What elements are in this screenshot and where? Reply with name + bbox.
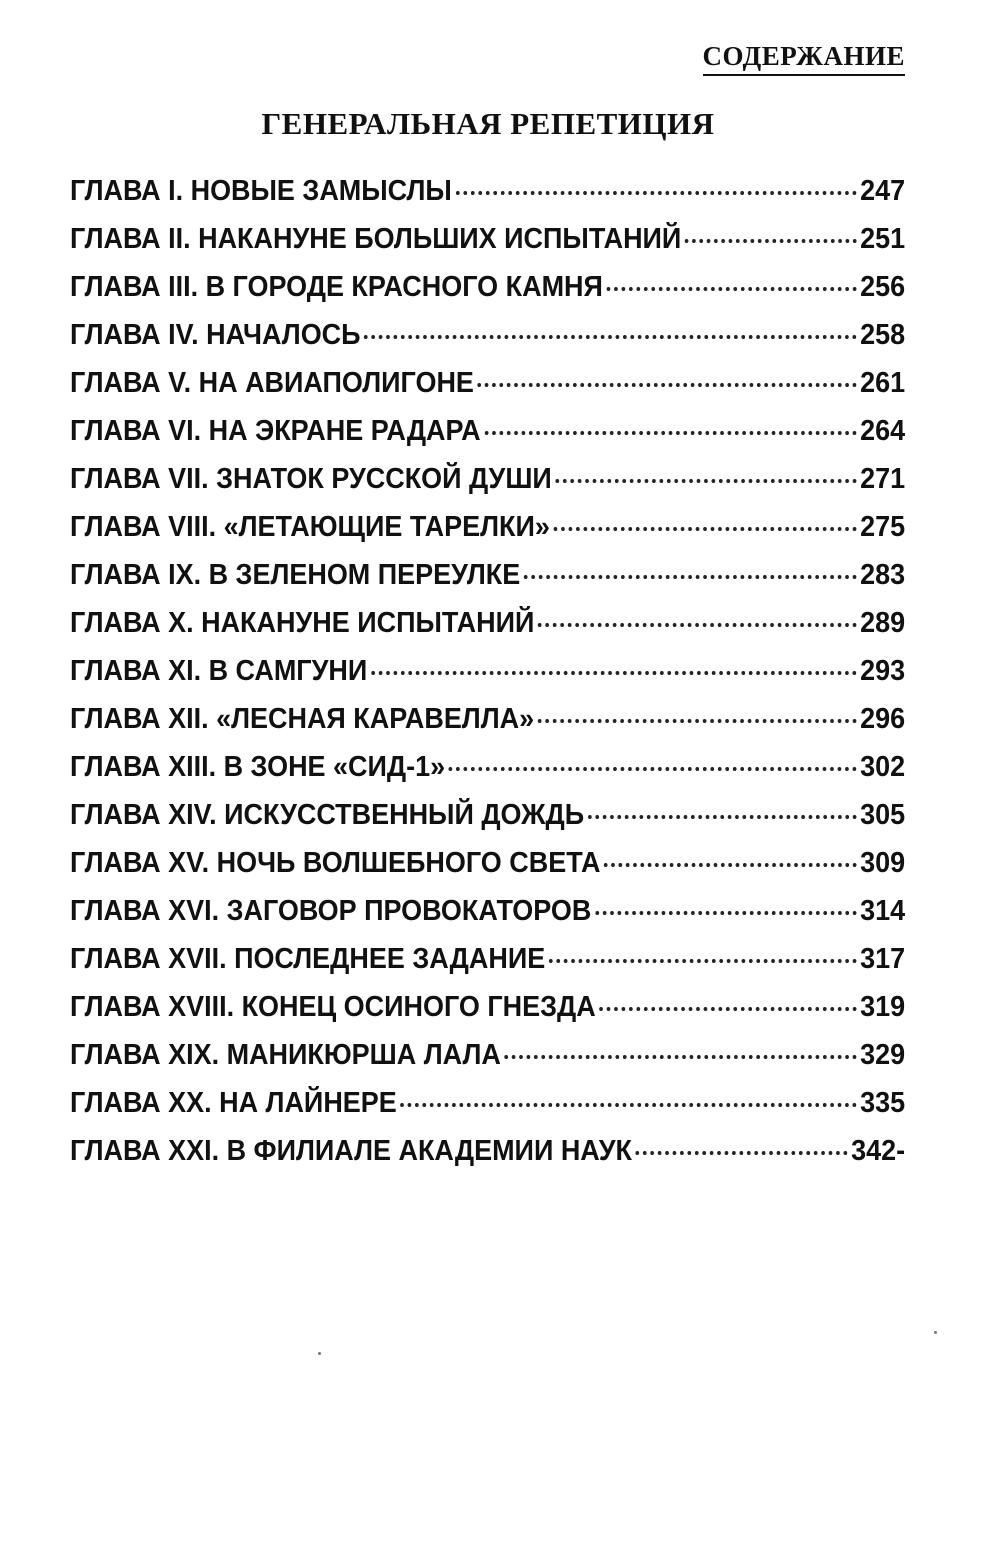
toc-entry: [70, 743, 905, 791]
toc-entry: [70, 1127, 905, 1175]
dot-leader: [478, 383, 857, 387]
running-head: СОДЕРЖАНИЕ: [703, 40, 906, 76]
toc-entry-title: ГЛАВА XVII. ПОСЛЕДНЕЕ ЗАДАНИЕ: [70, 943, 546, 975]
dot-leader: [364, 335, 856, 339]
toc-entry-title: ГЛАВА X. НАКАНУНЕ ИСПЫТАНИЙ: [70, 607, 535, 639]
toc-entry: [70, 1031, 905, 1079]
toc-entry: [70, 791, 905, 839]
toc-entry-page-number: 264: [860, 415, 906, 447]
toc-entry-page-number: 293: [860, 655, 906, 687]
dot-leader: [556, 479, 857, 483]
dot-leader: [538, 719, 857, 723]
dot-leader: [449, 767, 857, 771]
dot-leader: [636, 1151, 848, 1155]
dot-leader: [524, 575, 856, 579]
toc-entry: [70, 503, 905, 551]
toc-entry: [70, 887, 905, 935]
table-of-contents: [70, 167, 905, 1175]
dot-leader: [607, 287, 857, 291]
toc-entry: [70, 839, 905, 887]
toc-entry-page-number: 258: [860, 319, 906, 351]
toc-entry-page-number: 335: [860, 1087, 906, 1119]
toc-entry: [70, 215, 905, 263]
toc-entry: [70, 455, 905, 503]
toc-entry: [70, 935, 905, 983]
toc-entry-page-number: 314: [860, 895, 906, 927]
toc-entry-page-number: 317: [860, 943, 906, 975]
toc-entry-page-number: 305: [860, 799, 906, 831]
toc-entry-title: ГЛАВА XX. НА ЛАЙНЕРЕ: [70, 1087, 397, 1119]
toc-entry-title: ГЛАВА III. В ГОРОДЕ КРАСНОГО КАМНЯ: [70, 271, 603, 303]
dot-leader: [554, 527, 857, 531]
toc-entry-title: ГЛАВА VII. ЗНАТОК РУССКОЙ ДУШИ: [70, 463, 552, 495]
toc-entry: [70, 647, 905, 695]
toc-entry-page-number: 256: [860, 271, 906, 303]
toc-entry-title: ГЛАВА VI. НА ЭКРАНЕ РАДАРА: [70, 415, 481, 447]
toc-entry-title: ГЛАВА II. НАКАНУНЕ БОЛЬШИХ ИСПЫТАНИЙ: [70, 223, 682, 255]
toc-entry-title: ГЛАВА V. НА АВИАПОЛИГОНЕ: [70, 367, 474, 399]
toc-entry: [70, 1079, 905, 1127]
dot-leader: [685, 239, 856, 243]
toc-entry-page-number: 342-: [851, 1135, 906, 1167]
toc-entry-title: ГЛАВА XII. «ЛЕСНАЯ КАРАВЕЛЛА»: [70, 703, 535, 735]
toc-entry: [70, 311, 905, 359]
toc-entry-page-number: 296: [860, 703, 906, 735]
dot-leader: [371, 671, 856, 675]
toc-entry-page-number: 247: [860, 175, 906, 207]
toc-entry-title: ГЛАВА IX. В ЗЕЛЕНОМ ПЕРЕУЛКЕ: [70, 559, 521, 591]
toc-entry-title: ГЛАВА XVIII. КОНЕЦ ОСИНОГО ГНЕЗДА: [70, 991, 596, 1023]
toc-entry-page-number: 309: [860, 847, 906, 879]
toc-entry-title: ГЛАВА XIII. В ЗОНЕ «СИД-1»: [70, 751, 446, 783]
toc-entry-page-number: 275: [860, 511, 906, 543]
paper-speck: [318, 1352, 321, 1355]
toc-entry-title: ГЛАВА VIII. «ЛЕТАЮЩИЕ ТАРЕЛКИ»: [70, 511, 550, 543]
toc-entry-page-number: 319: [860, 991, 906, 1023]
paper-speck: [934, 1331, 937, 1334]
toc-entry-title: ГЛАВА XV. НОЧЬ ВОЛШЕБНОГО СВЕТА: [70, 847, 601, 879]
toc-entry-title: ГЛАВА IV. НАЧАЛОСЬ: [70, 319, 361, 351]
toc-entry: [70, 551, 905, 599]
toc-entry-title: ГЛАВА XVI. ЗАГОВОР ПРОВОКАТОРОВ: [70, 895, 592, 927]
toc-entry-title: ГЛАВА XIV. ИСКУССТВЕННЫЙ ДОЖДЬ: [70, 799, 585, 831]
toc-entry: [70, 263, 905, 311]
dot-leader: [538, 623, 856, 627]
toc-entry: [70, 599, 905, 647]
toc-entry-page-number: 289: [860, 607, 906, 639]
toc-entry: [70, 359, 905, 407]
dot-leader: [595, 911, 856, 915]
toc-entry-page-number: 271: [860, 463, 906, 495]
toc-entry-title: ГЛАВА XI. В САМГУНИ: [70, 655, 368, 687]
dot-leader: [505, 1055, 857, 1059]
toc-entry-page-number: 302: [860, 751, 906, 783]
section-title: ГЕНЕРАЛЬНАЯ РЕПЕТИЦИЯ: [261, 106, 715, 141]
toc-entry-page-number: 251: [860, 223, 906, 255]
dot-leader: [604, 863, 856, 867]
toc-entry-page-number: 329: [860, 1039, 906, 1071]
toc-entry: [70, 407, 905, 455]
dot-leader: [484, 431, 856, 435]
toc-entry-title: ГЛАВА I. НОВЫЕ ЗАМЫСЛЫ: [70, 175, 452, 207]
toc-entry-title: ГЛАВА XXI. В ФИЛИАЛЕ АКАДЕМИИ НАУК: [70, 1135, 632, 1167]
toc-entry: [70, 983, 905, 1031]
toc-entry-page-number: 283: [860, 559, 906, 591]
dot-leader: [400, 1103, 856, 1107]
dot-leader: [549, 959, 856, 963]
toc-entry-page-number: 261: [860, 367, 906, 399]
dot-leader: [456, 191, 857, 195]
toc-entry: [70, 695, 905, 743]
toc-entry: [70, 167, 905, 215]
dot-leader: [599, 1007, 856, 1011]
dot-leader: [588, 815, 857, 819]
toc-entry-title: ГЛАВА XIX. МАНИКЮРША ЛАЛА: [70, 1039, 501, 1071]
